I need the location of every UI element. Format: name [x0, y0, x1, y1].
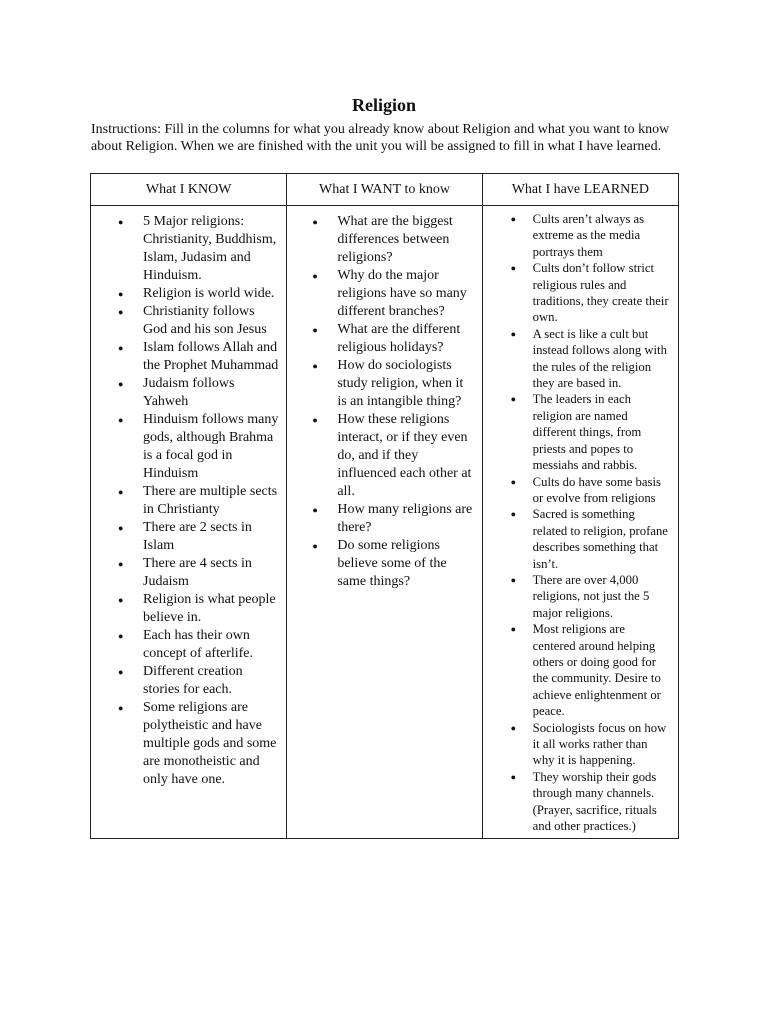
list-item [91, 285, 286, 303]
list-item-text: Religion is what people believe in. [143, 592, 276, 625]
list-item-text: Christianity follows God and his son Jesus [143, 304, 267, 337]
list-item-text: Cults don’t follow strict religious rules and traditions, they create their own. [532, 261, 669, 325]
bullet-icon: ● [312, 325, 318, 335]
list-item-text: Judaism follows Yahweh [143, 376, 235, 409]
list-item-text: Cults do have some basis or evolve from religions [532, 474, 661, 505]
list-item-text: There are 4 sects in Judaism [143, 556, 252, 589]
header-row [91, 174, 679, 206]
list-item-text: What are the different religious holidays? [337, 322, 461, 355]
list-item [91, 483, 286, 519]
list-item [287, 501, 481, 537]
bullet-icon: ● [118, 523, 124, 533]
list-item [483, 506, 678, 572]
bullet-icon: ● [510, 722, 517, 733]
list-item-text: Some religions are polytheistic and have multiple gods and some are monotheistic and only have one. [143, 700, 277, 787]
list-item [91, 663, 286, 699]
column-header-learned: What I have LEARNED [482, 174, 678, 206]
list-item [483, 474, 678, 507]
list-item [287, 321, 481, 357]
bullet-icon: ● [312, 361, 318, 371]
list-item-text: A sect is like a cult but instead follows along with the rules of the religion they are based in. [532, 326, 667, 391]
bullet-icon: ● [510, 328, 517, 339]
bullet-icon: ● [118, 667, 124, 677]
bullet-icon: ● [510, 624, 517, 635]
bullet-icon: ● [510, 476, 517, 487]
list-item-text: Most religions are centered around helping others or doing good for the community. Desire to achieve enlightenment or peace. [532, 622, 661, 719]
list-item [287, 411, 481, 501]
list-item [91, 375, 286, 411]
list-item [483, 260, 678, 326]
list-item-text: There are 2 sects in Islam [143, 520, 252, 553]
list-item [287, 267, 481, 321]
list-item-text: Cults aren’t always as extreme as the media portrays them [532, 212, 645, 259]
bullet-icon: ● [312, 415, 318, 425]
bullet-icon: ● [510, 771, 517, 782]
list-item-text: Religion is world wide. [143, 286, 275, 301]
list-item [287, 537, 481, 591]
list-item-text: Islam follows Allah and the Prophet Muhammad [143, 340, 279, 373]
bullet-icon: ● [118, 343, 124, 353]
list-item [483, 572, 678, 621]
bullet-icon: ● [118, 487, 124, 497]
list-item-text: They worship their gods through many channels. (Prayer, sacrifice, rituals and other practices.) [532, 769, 657, 834]
bullet-icon: ● [118, 217, 124, 227]
list-item-text: There are multiple sects in Christianty [143, 484, 278, 517]
list-item-text: Different creation stories for each. [143, 664, 243, 697]
bullet-icon: ● [118, 415, 124, 425]
list-item [91, 411, 286, 483]
kwl-table [90, 173, 679, 839]
list-item-text: Do some religions believe some of the same things? [337, 538, 447, 589]
bullet-icon: ● [510, 214, 517, 224]
bullet-icon: ● [312, 271, 318, 281]
bullet-icon: ● [510, 509, 517, 520]
bullet-icon: ● [312, 217, 318, 227]
list-item [483, 621, 678, 719]
list-item-text: What are the biggest differences between religions? [337, 214, 453, 265]
bullet-icon: ● [118, 631, 124, 641]
learned-list [483, 206, 678, 838]
list-item [91, 591, 286, 627]
list-item [483, 720, 678, 769]
list-item [483, 326, 678, 392]
list-item-text: Why do the major religions have so many different branches? [337, 268, 467, 319]
bullet-icon: ● [312, 505, 318, 515]
column-header-want: What I WANT to know [287, 174, 482, 206]
list-item-text: The leaders in each religion are named different things, from priests and popes to messiahs and rabbis. [532, 392, 642, 473]
know-cell [91, 206, 287, 839]
list-item [91, 303, 286, 339]
learned-cell [482, 206, 678, 839]
list-item-text: How these religions interact, or if they even do, and if they influenced each other at all. [337, 412, 472, 499]
list-item-text: There are over 4,000 religions, not just the 5 major religions. [532, 572, 650, 620]
want-cell [287, 206, 482, 839]
bullet-icon: ● [118, 595, 124, 605]
list-item-text: Hinduism follows many gods, although Brahma is a focal god in Hinduism [143, 412, 279, 481]
bullet-icon: ● [118, 379, 124, 389]
bullet-icon: ● [118, 307, 124, 317]
list-item-text: How do sociologists study religion, when it is an intangible thing? [337, 358, 464, 409]
list-item [91, 519, 286, 555]
instructions-text: Instructions: Fill in the columns for what you already know about Religion and what you want to know about Religion. When we are finished with the unit you will be assigned to fill in what I have learned. [91, 122, 670, 155]
column-header-know: What I KNOW [91, 174, 287, 206]
list-item [483, 391, 678, 473]
list-item-text: Sacred is something related to religion, profane describes something that isn’t. [532, 507, 668, 571]
list-item [483, 211, 678, 260]
bullet-icon: ● [510, 574, 517, 585]
content-row [91, 206, 679, 839]
list-item [91, 627, 286, 663]
list-item [287, 213, 481, 267]
page-title: Religion [351, 95, 416, 115]
list-item [91, 555, 286, 591]
list-item-text: Sociologists focus on how it all works rather than why it is happening. [532, 720, 667, 768]
bullet-icon: ● [118, 289, 124, 299]
list-item [91, 213, 286, 285]
list-item [287, 357, 481, 411]
list-item-text: How many religions are there? [337, 502, 473, 535]
bullet-icon: ● [118, 559, 124, 569]
list-item-text: Each has their own concept of afterlife. [143, 628, 253, 661]
list-item [483, 769, 678, 835]
list-item [91, 339, 286, 375]
bullet-icon: ● [510, 394, 517, 405]
list-item [91, 699, 286, 789]
bullet-icon: ● [118, 703, 124, 713]
bullet-icon: ● [312, 541, 318, 551]
want-list [287, 206, 481, 591]
know-list [91, 206, 286, 829]
list-item-text: 5 Major religions: Christianity, Buddhism, Islam, Judasim and Hinduism. [143, 214, 277, 283]
bullet-icon: ● [510, 263, 517, 274]
